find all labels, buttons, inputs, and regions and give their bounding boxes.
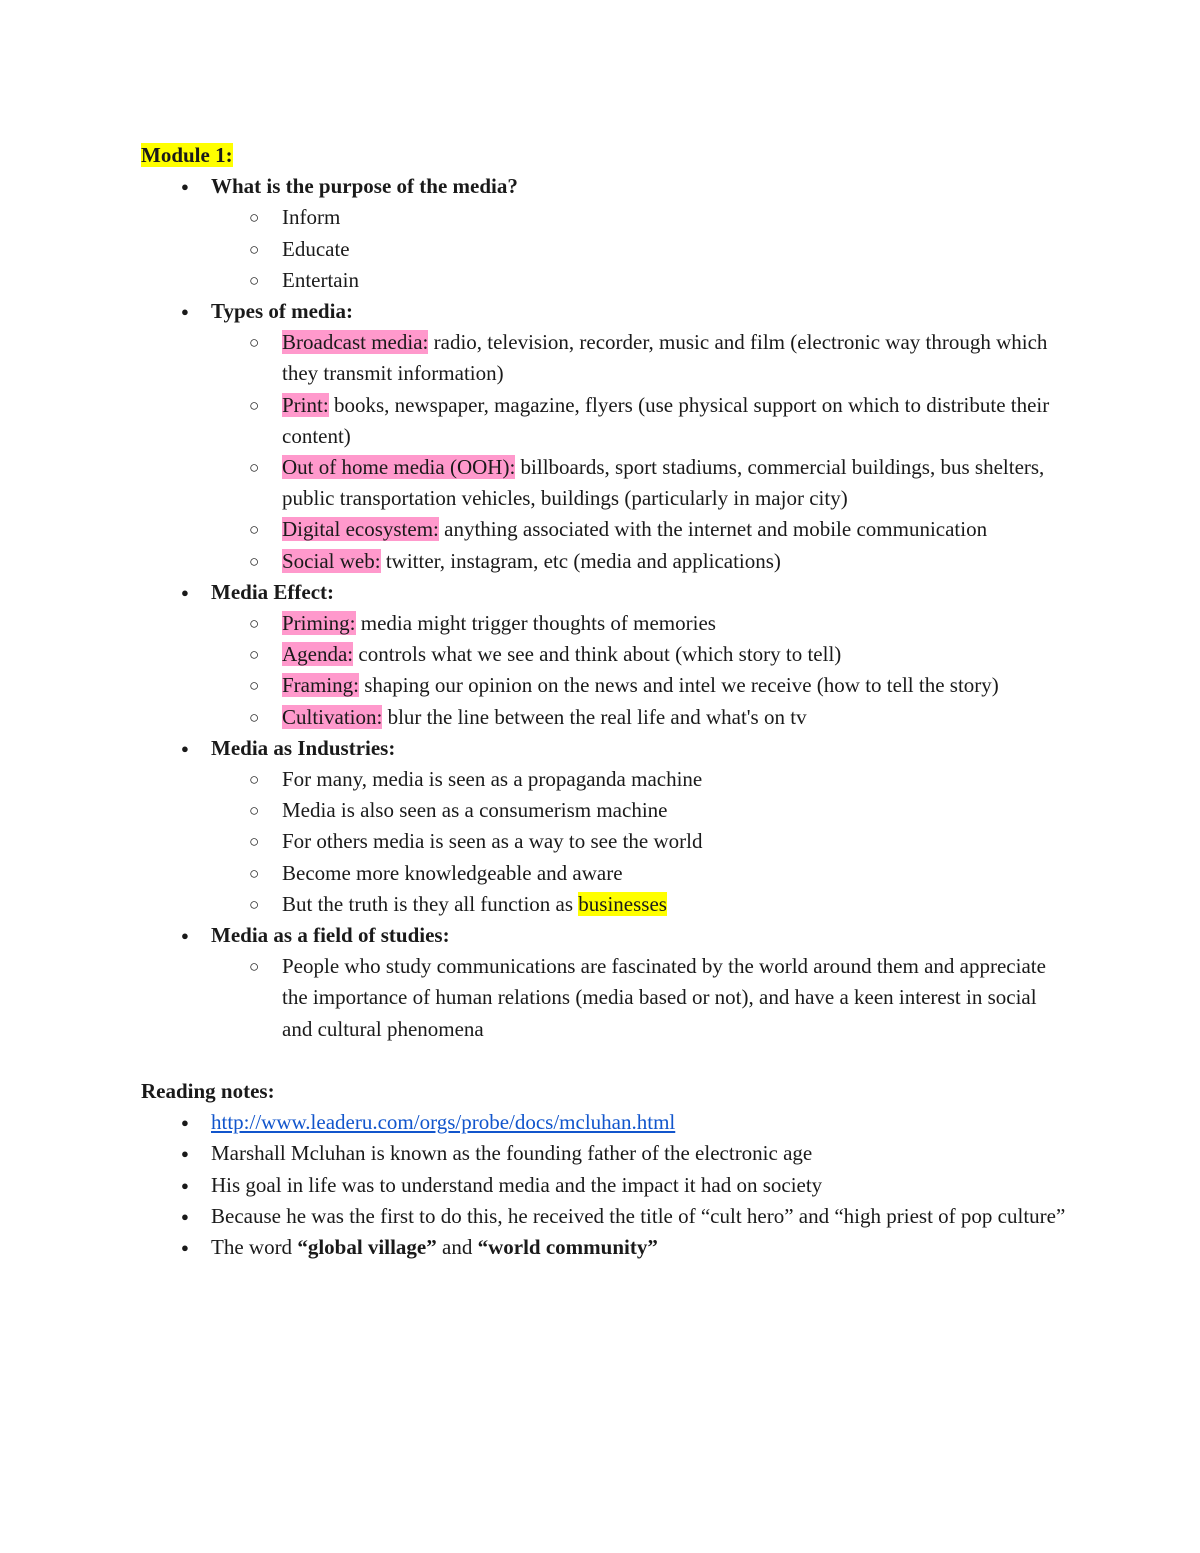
term-global-village: “global village”: [297, 1235, 437, 1260]
section-types: [141, 296, 1071, 577]
term-highlight: Cultivation:: [282, 704, 383, 729]
document-page: [141, 140, 1071, 1263]
bullet-hollow-icon: ○: [249, 645, 260, 665]
list-item: [141, 1107, 1071, 1138]
module-sections: [141, 171, 1071, 1045]
term-highlight: Broadcast media:: [282, 330, 429, 355]
bullet-hollow-icon: ○: [249, 957, 260, 977]
section-studies: [141, 920, 1071, 1045]
section-title: What is the purpose of the media?: [211, 174, 518, 199]
bullet-filled-icon: ●: [181, 584, 189, 600]
term-highlight: Social web:: [282, 548, 381, 573]
sub-list: [211, 327, 1071, 577]
term-highlight: Framing:: [282, 673, 359, 698]
list-item: ○ For many, media is seen as a propaganda machine: [141, 764, 1071, 795]
bullet-hollow-icon: ○: [249, 894, 260, 914]
term-highlight: Digital ecosystem:: [282, 517, 439, 542]
bullet-filled-icon: ●: [181, 1208, 189, 1224]
bullet-hollow-icon: ○: [249, 801, 260, 821]
businesses-highlight: businesses: [578, 891, 667, 916]
list-item: ○ For others media is seen as a way to see the world: [141, 826, 1071, 857]
bullet-hollow-icon: ○: [249, 520, 260, 540]
list-item: ○ Media is also seen as a consumerism machine: [141, 795, 1071, 826]
bullet-hollow-icon: ○: [249, 707, 260, 727]
list-item: ○ Cultivation: blur the line between the real life and what's on tv: [141, 702, 1071, 733]
term-highlight: Out of home media (OOH):: [282, 455, 516, 480]
bullet-hollow-icon: ○: [249, 676, 260, 696]
list-item: ○ Entertain: [141, 265, 1071, 296]
section-purpose: [141, 171, 1071, 296]
bullet-hollow-icon: ○: [249, 333, 260, 353]
list-item: ○ But the truth is they all function as businesses: [141, 889, 1071, 920]
bullet-filled-icon: ●: [181, 1240, 189, 1256]
bullet-filled-icon: ●: [181, 304, 189, 320]
section-effect: [141, 577, 1071, 733]
sub-list: [211, 951, 1071, 1045]
reading-heading: Reading notes:: [141, 1079, 275, 1104]
section-title: Media Effect:: [211, 579, 335, 604]
list-item: ○ Priming: media might trigger thoughts of memories: [141, 608, 1071, 639]
bullet-hollow-icon: ○: [249, 458, 260, 478]
sub-list: [211, 202, 1071, 296]
list-item: ○ Print: books, newspaper, magazine, flyers (use physical support on which to distribute their content): [141, 390, 1071, 452]
module-heading: Module 1:: [141, 143, 233, 167]
bullet-hollow-icon: ○: [249, 863, 260, 883]
term-world-community: “world community”: [477, 1235, 658, 1260]
list-item: ○ Become more knowledgeable and aware: [141, 858, 1071, 889]
bullet-filled-icon: ●: [181, 179, 189, 195]
bullet-filled-icon: ●: [181, 1115, 189, 1131]
mcluhan-link[interactable]: http://www.leaderu.com/orgs/probe/docs/mcluhan.html: [211, 1110, 676, 1135]
bullet-hollow-icon: ○: [249, 270, 260, 290]
bullet-filled-icon: ●: [181, 1146, 189, 1162]
sub-list: [211, 608, 1071, 733]
section-title: Media as Industries:: [211, 735, 396, 760]
list-item: ● The word “global village” and “world community”: [141, 1232, 1071, 1263]
list-item: ● Marshall Mcluhan is known as the founding father of the electronic age: [141, 1138, 1071, 1169]
list-item: ○ Inform: [141, 202, 1071, 233]
list-item: ○ Framing: shaping our opinion on the news and intel we receive (how to tell the story): [141, 670, 1071, 701]
spacer: [141, 1045, 1071, 1076]
bullet-hollow-icon: ○: [249, 208, 260, 228]
bullet-hollow-icon: ○: [249, 770, 260, 790]
bullet-hollow-icon: ○: [249, 832, 260, 852]
list-item: ○ Out of home media (OOH): billboards, sport stadiums, commercial buildings, bus shelters, public transportation vehicles, buildings (particularly in major city): [141, 452, 1071, 514]
section-title: Media as a field of studies:: [211, 923, 450, 948]
bullet-hollow-icon: ○: [249, 614, 260, 634]
list-item: ○ Educate: [141, 234, 1071, 265]
term-highlight: Print:: [282, 392, 329, 417]
list-item: ○ Agenda: controls what we see and think about (which story to tell): [141, 639, 1071, 670]
term-highlight: Priming:: [282, 611, 356, 636]
list-item: ○ Social web: twitter, instagram, etc (media and applications): [141, 546, 1071, 577]
list-item: ● His goal in life was to understand media and the impact it had on society: [141, 1170, 1071, 1201]
bullet-hollow-icon: ○: [249, 395, 260, 415]
term-highlight: Agenda:: [282, 642, 354, 667]
bullet-hollow-icon: ○: [249, 239, 260, 259]
sub-list: [211, 764, 1071, 920]
list-item: ○ People who study communications are fascinated by the world around them and appreciate the importance of human relations (media based or not), and have a keen interest in social and cultural phenomena: [141, 951, 1071, 1045]
section-industries: [141, 733, 1071, 920]
bullet-hollow-icon: ○: [249, 551, 260, 571]
bullet-filled-icon: ●: [181, 740, 189, 756]
list-item: ● Because he was the first to do this, he received the title of “cult hero” and “high priest of pop culture”: [141, 1201, 1071, 1232]
list-item: ○ Digital ecosystem: anything associated with the internet and mobile communication: [141, 514, 1071, 545]
section-title: Types of media:: [211, 299, 353, 324]
bullet-filled-icon: ●: [181, 928, 189, 944]
reading-list: [141, 1107, 1071, 1263]
bullet-filled-icon: ●: [181, 1177, 189, 1193]
list-item: ○ Broadcast media: radio, television, recorder, music and film (electronic way through which they transmit information): [141, 327, 1071, 389]
